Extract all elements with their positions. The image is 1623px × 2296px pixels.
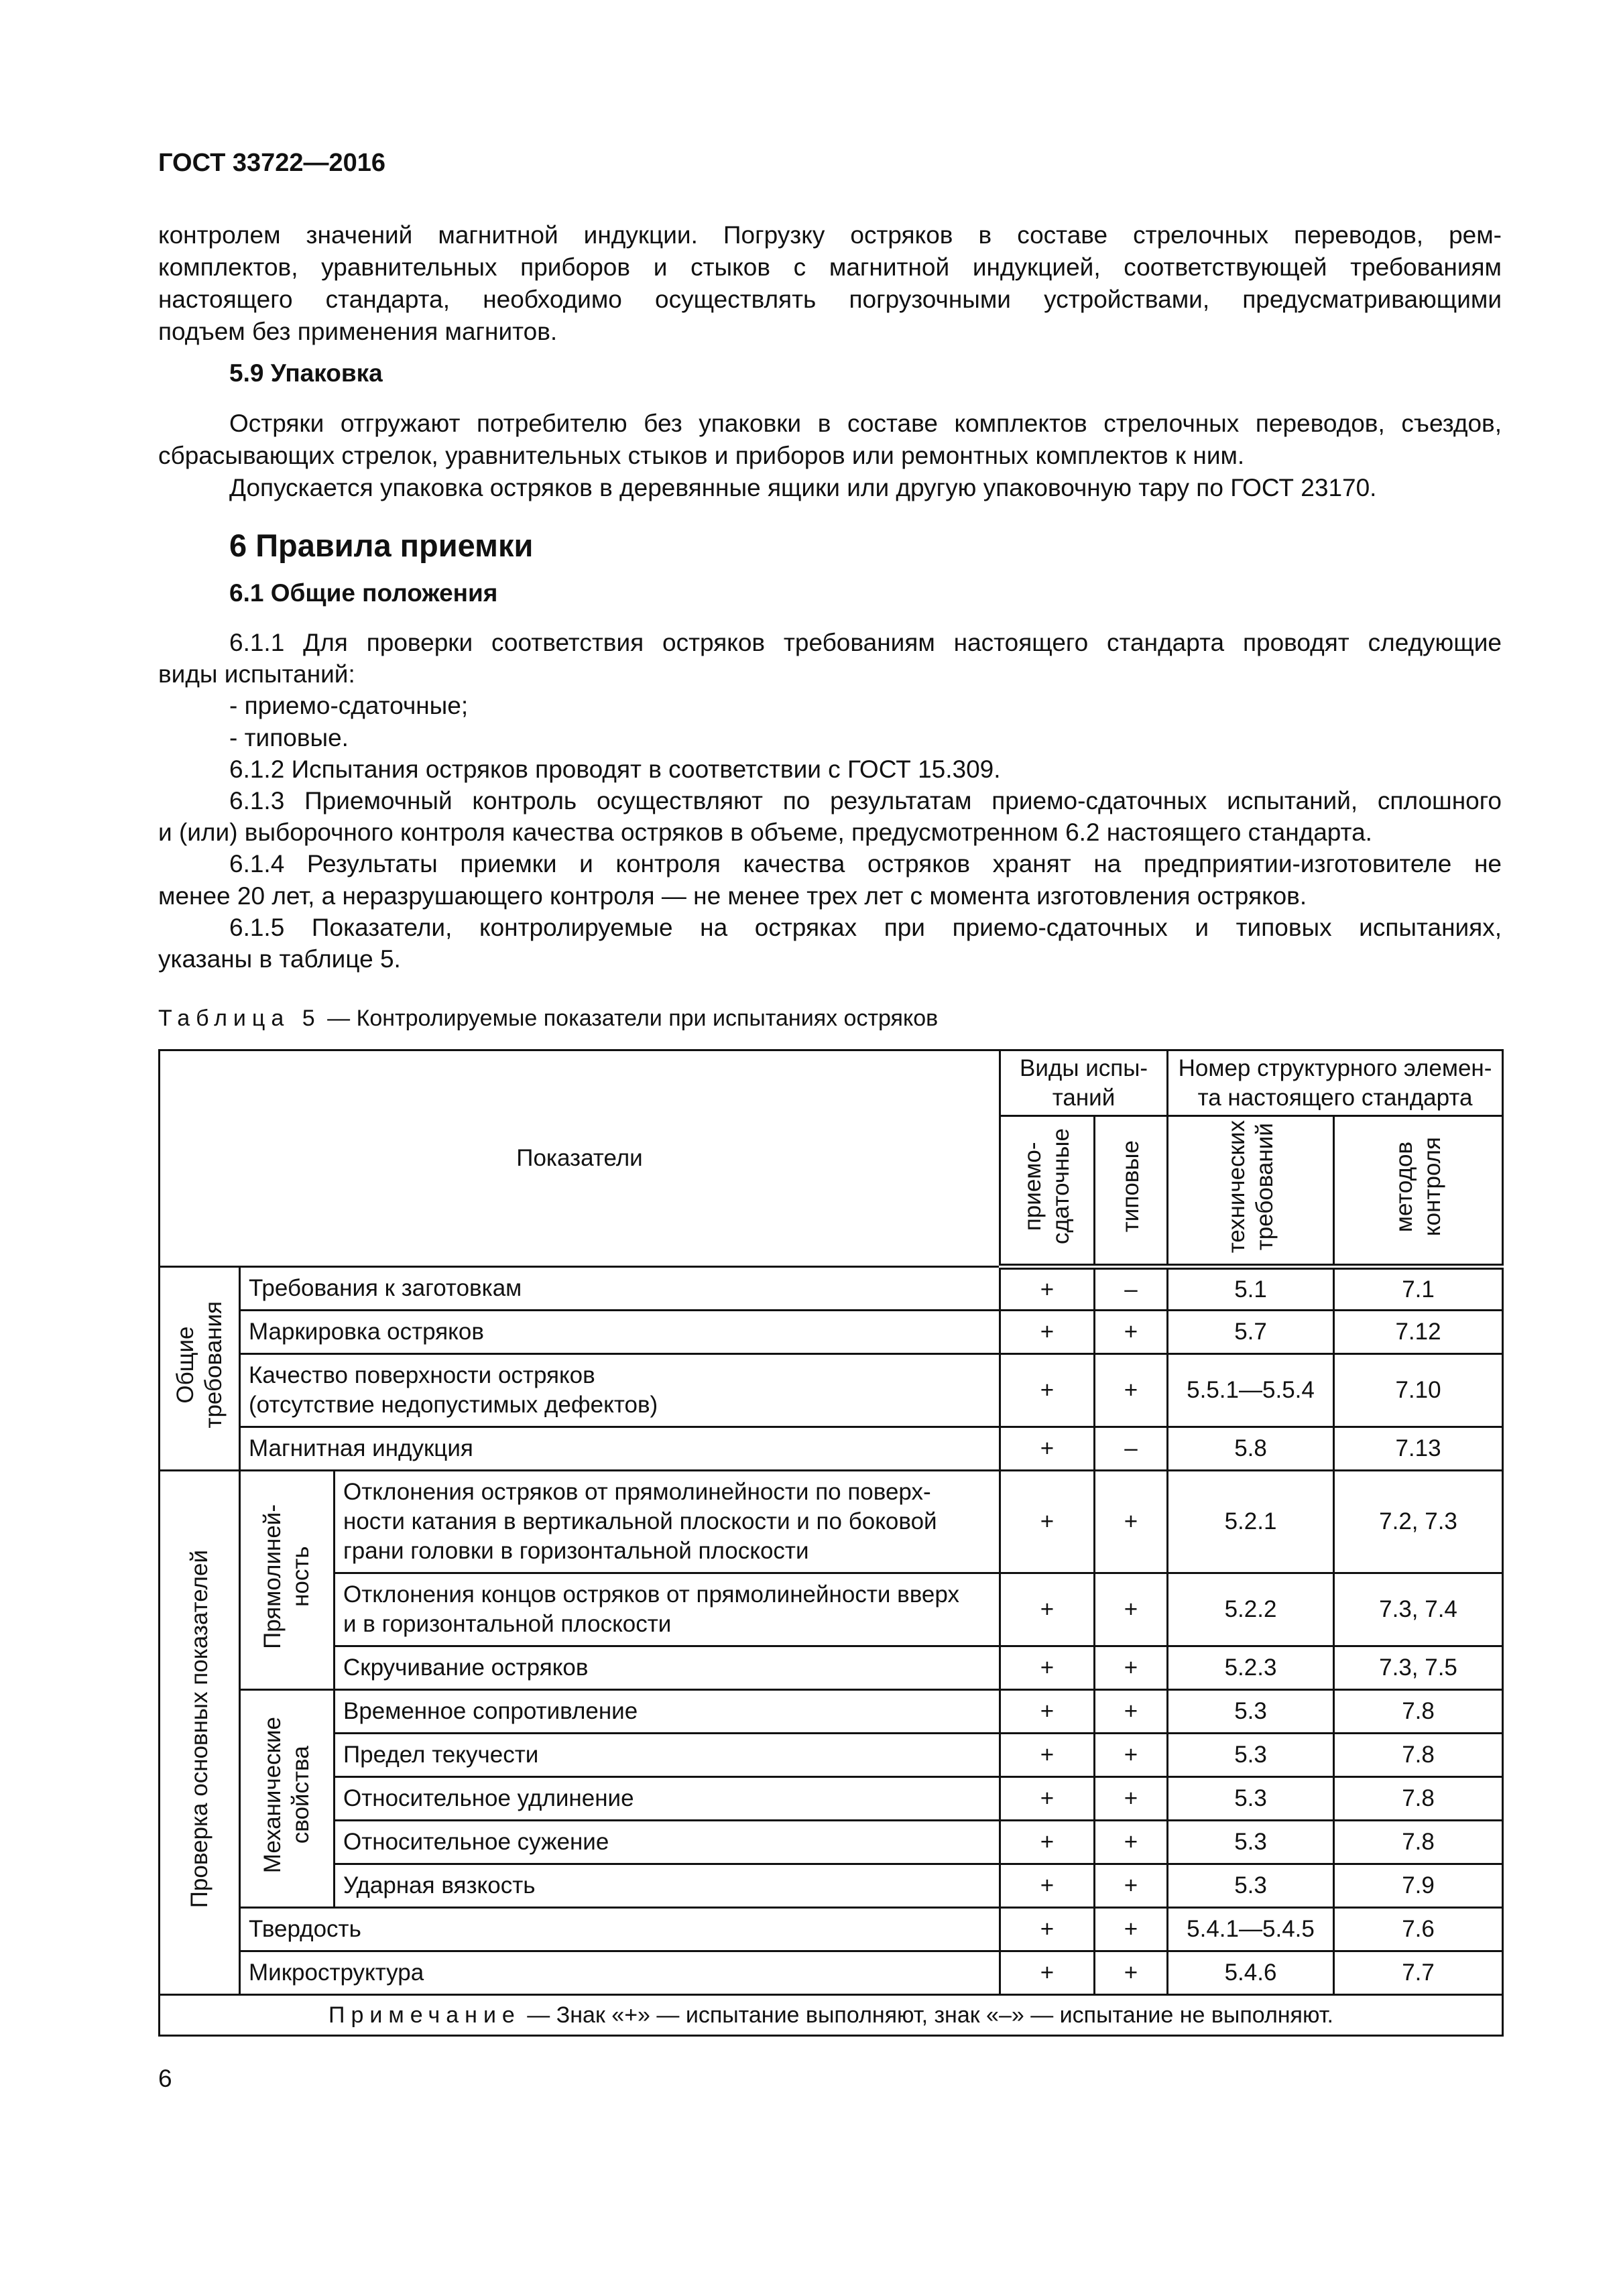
table-row [160, 1777, 1503, 1821]
acceptance-test-mark: + [1000, 1777, 1095, 1821]
acceptance-test-mark: + [1000, 1471, 1095, 1573]
acceptance-test-mark: + [1000, 1646, 1095, 1690]
tech-requirement-ref: 5.3 [1168, 1864, 1334, 1908]
group-main-indicators: Проверка основных показателей [160, 1471, 240, 1995]
table-caption [158, 1006, 938, 1032]
acceptance-test-mark: + [1000, 1573, 1095, 1646]
indicator-name: Относительное удлинение [335, 1777, 1000, 1821]
text-line: - приемо-сдаточные; [229, 692, 469, 720]
type-test-mark: + [1095, 1777, 1168, 1821]
control-method-ref: 7.6 [1334, 1908, 1503, 1951]
table-caption-label: Таблица 5 [158, 1006, 321, 1031]
tech-requirement-ref: 5.3 [1168, 1777, 1334, 1821]
text-line: виды испытаний: [158, 660, 355, 688]
acceptance-test-mark: + [1000, 1354, 1095, 1427]
table-row [160, 1821, 1503, 1864]
acceptance-test-mark: + [1000, 1311, 1095, 1354]
control-method-ref: 7.3, 7.4 [1334, 1573, 1503, 1646]
text-line: настоящего стандарта, необходимо осуществлять погрузочными устройствами, предусматривающими [158, 286, 1502, 313]
section-6-heading: 6 Правила приемки [229, 528, 534, 563]
acceptance-test-mark: + [1000, 1427, 1095, 1471]
table-caption-text: — Контролируемые показатели при испытаниях остряков [320, 1006, 939, 1031]
text-line: и (или) выборочного контроля качества остряков в объеме, предусмотренном 6.2 настоящего стандарта. [158, 819, 1372, 847]
text-line: Остряки отгружают потребителю без упаковки в составе комплектов стрелочных переводов, съездов, [229, 410, 1502, 437]
indicator-name: Предел текучести [335, 1734, 1000, 1777]
text-line: подъем без применения магнитов. [158, 318, 558, 345]
indicator-name: Микроструктура [240, 1951, 1000, 1995]
indicator-name: Качество поверхности остряков (отсутствие недопустимых дефектов) [240, 1354, 1000, 1427]
tech-requirement-ref: 5.3 [1168, 1734, 1334, 1777]
text-line: 6.1.2 Испытания остряков проводят в соответствии с ГОСТ 15.309. [229, 755, 1001, 783]
acceptance-test-mark: + [1000, 1690, 1095, 1734]
table-row [160, 1646, 1503, 1690]
tech-requirement-ref: 5.4.6 [1168, 1951, 1334, 1995]
tech-requirement-ref: 5.2.3 [1168, 1646, 1334, 1690]
indicator-name: Маркировка остряков [240, 1311, 1000, 1354]
text-line: указаны в таблице 5. [158, 945, 401, 973]
control-method-ref: 7.3, 7.5 [1334, 1646, 1503, 1690]
tech-requirement-ref: 5.3 [1168, 1821, 1334, 1864]
text-line: сбрасывающих стрелок, уравнительных стыков и приборов или ремонтных комплектов к ним. [158, 442, 1245, 469]
tech-requirement-ref: 5.4.1—5.4.5 [1168, 1908, 1334, 1951]
tech-requirement-ref: 5.2.2 [1168, 1573, 1334, 1646]
control-method-ref: 7.8 [1334, 1734, 1503, 1777]
intro-paragraph [158, 219, 1502, 348]
header-tech-requirements: технических требований [1168, 1116, 1334, 1267]
tech-requirement-ref: 5.7 [1168, 1311, 1334, 1354]
acceptance-test-mark: + [1000, 1821, 1095, 1864]
table-row [160, 1734, 1503, 1777]
control-method-ref: 7.8 [1334, 1777, 1503, 1821]
acceptance-test-mark: + [1000, 1908, 1095, 1951]
type-test-mark: – [1095, 1427, 1168, 1471]
indicator-name: Твердость [240, 1908, 1000, 1951]
header-acceptance: приемо- сдаточные [1000, 1116, 1095, 1267]
acceptance-test-mark: + [1000, 1267, 1095, 1311]
table-row [160, 1908, 1503, 1951]
note-text: — Знак «+» — испытание выполняют, знак «–» — испытание не выполняют. [520, 2002, 1333, 2028]
type-test-mark: + [1095, 1908, 1168, 1951]
control-method-ref: 7.10 [1334, 1354, 1503, 1427]
table-note [160, 1995, 1503, 2036]
type-test-mark: + [1095, 1471, 1168, 1573]
section-5-9-heading: 5.9 Упаковка [229, 359, 383, 387]
table-row [160, 1267, 1503, 1311]
tech-requirement-ref: 5.2.1 [1168, 1471, 1334, 1573]
indicator-name: Отклонения остряков от прямолинейности по поверх- ности катания в вертикальной плоскости и по боковой грани головки в горизонтальной плоскости [335, 1471, 1000, 1573]
control-method-ref: 7.9 [1334, 1864, 1503, 1908]
text-line: - типовые. [229, 723, 349, 751]
tech-requirement-ref: 5.8 [1168, 1427, 1334, 1471]
section-5-9-text [158, 408, 1502, 504]
section-6-1-heading: 6.1 Общие положения [229, 579, 498, 607]
document-code-header: ГОСТ 33722—2016 [158, 149, 386, 177]
text-line: 6.1.1 Для проверки соответствия остряков требованиям настоящего стандарта проводят следующие [229, 629, 1502, 656]
type-test-mark: + [1095, 1311, 1168, 1354]
type-test-mark: + [1095, 1951, 1168, 1995]
text-line: 6.1.3 Приемочный контроль осуществляют по результатам приемо-сдаточных испытаний, сплошного [229, 787, 1502, 815]
indicator-name: Ударная вязкость [335, 1864, 1000, 1908]
tech-requirement-ref: 5.3 [1168, 1690, 1334, 1734]
header-indicators: Показатели [160, 1050, 1000, 1267]
indicator-name: Отклонения концов остряков от прямолинейности вверх и в горизонтальной плоскости [335, 1573, 1000, 1646]
table-row [160, 1311, 1503, 1354]
type-test-mark: + [1095, 1734, 1168, 1777]
header-type-tests: типовые [1095, 1116, 1168, 1267]
indicator-name: Требования к заготовкам [240, 1267, 1000, 1311]
header-test-types: Виды испы- таний [1000, 1050, 1168, 1116]
table-row [160, 1427, 1503, 1471]
page-number: 6 [158, 2065, 172, 2092]
group-straightness: Прямолиней- ность [240, 1471, 335, 1690]
header-control-methods: методов контроля [1334, 1116, 1503, 1267]
control-method-ref: 7.8 [1334, 1690, 1503, 1734]
table-row [160, 1573, 1503, 1646]
type-test-mark: + [1095, 1573, 1168, 1646]
text-line: менее 20 лет, а неразрушающего контроля — не менее трех лет с момента изготовления остряков. [158, 882, 1307, 910]
section-6-1-text [158, 627, 1502, 975]
table-row [160, 1471, 1503, 1573]
acceptance-test-mark: + [1000, 1864, 1095, 1908]
control-method-ref: 7.2, 7.3 [1334, 1471, 1503, 1573]
acceptance-test-mark: + [1000, 1951, 1095, 1995]
acceptance-test-mark: + [1000, 1734, 1095, 1777]
note-label: Примечание [328, 2002, 521, 2028]
text-line: комплектов, уравнительных приборов и стыков с магнитной индукцией, соответствующей требованиям [158, 253, 1502, 281]
indicator-name: Временное сопротивление [335, 1690, 1000, 1734]
indicator-name: Скручивание остряков [335, 1646, 1000, 1690]
type-test-mark: – [1095, 1267, 1168, 1311]
control-method-ref: 7.12 [1334, 1311, 1503, 1354]
control-method-ref: 7.13 [1334, 1427, 1503, 1471]
control-method-ref: 7.8 [1334, 1821, 1503, 1864]
group-mechanical-properties: Механические свойства [240, 1690, 335, 1908]
type-test-mark: + [1095, 1646, 1168, 1690]
text-line: Допускается упаковка остряков в деревянные ящики или другую упаковочную тару по ГОСТ 23170. [229, 474, 1377, 501]
indicator-name: Относительное сужение [335, 1821, 1000, 1864]
type-test-mark: + [1095, 1354, 1168, 1427]
control-method-ref: 7.1 [1334, 1267, 1503, 1311]
table-row [160, 1690, 1503, 1734]
type-test-mark: + [1095, 1690, 1168, 1734]
indicator-name: Магнитная индукция [240, 1427, 1000, 1471]
tech-requirement-ref: 5.5.1—5.5.4 [1168, 1354, 1334, 1427]
group-general-requirements: Общие требования [160, 1267, 240, 1471]
header-structural-element: Номер структурного элемен- та настоящего стандарта [1168, 1050, 1503, 1116]
text-line: 6.1.5 Показатели, контролируемые на остряках при приемо-сдаточных и типовых испытаниях, [229, 913, 1502, 941]
tech-requirement-ref: 5.1 [1168, 1267, 1334, 1311]
text-line: контролем значений магнитной индукции. Погрузку остряков в составе стрелочных переводов, рем- [158, 221, 1502, 249]
text-line: 6.1.4 Результаты приемки и контроля качества остряков хранят на предприятии-изготовителе не [229, 850, 1502, 878]
control-method-ref: 7.7 [1334, 1951, 1503, 1995]
table-5 [158, 1049, 1504, 2037]
table-row [160, 1951, 1503, 1995]
table-row [160, 1864, 1503, 1908]
type-test-mark: + [1095, 1864, 1168, 1908]
type-test-mark: + [1095, 1821, 1168, 1864]
table-row [160, 1354, 1503, 1427]
